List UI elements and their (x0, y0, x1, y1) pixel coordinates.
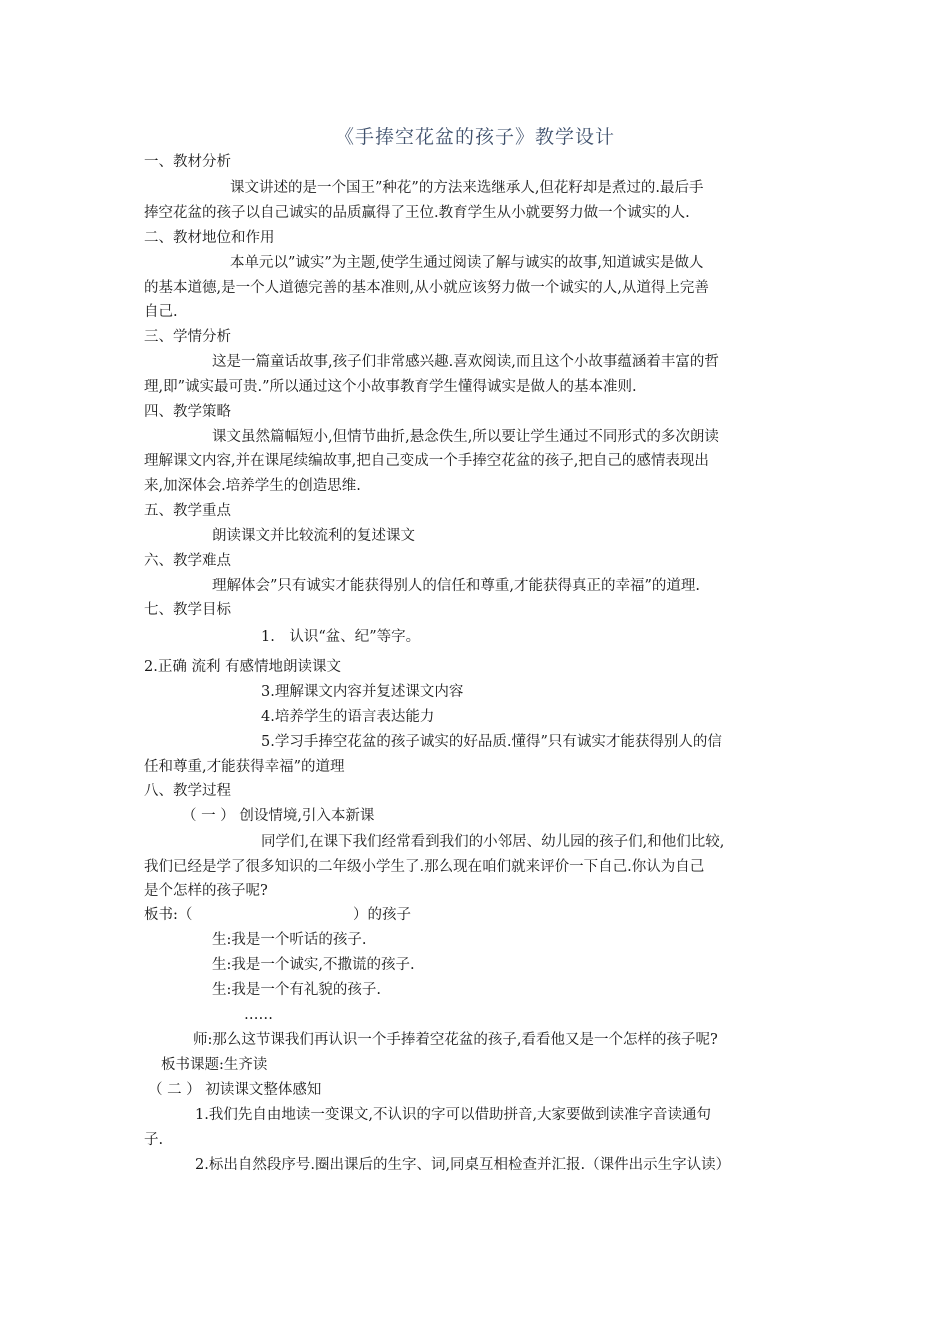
section-heading-3: 三、学情分析 (144, 329, 231, 345)
paragraph-line: 来,加深体会.培养学生的创造思维. (144, 478, 361, 494)
subsection-heading-1: （ 一 ） 创设情境,引入本新课 (182, 808, 375, 824)
paragraph-line: 这是一篇童话故事,孩子们非常感兴趣.喜欢阅读,而且这个小故事蕴涵着丰富的哲 (212, 354, 719, 370)
student-answer: 生:我是一个有礼貌的孩子. (212, 982, 381, 998)
paragraph-line: 朗读课文并比较流利的复述课文 (212, 528, 415, 544)
subsection-heading-2: （ 二 ） 初读课文整体感知 (148, 1082, 322, 1098)
paragraph-line: 自己. (144, 304, 178, 320)
board-title-line: 板书课题:生齐读 (161, 1057, 268, 1073)
paragraph-line: 2.标出自然段序号.圈出课后的生字、词,同桌互相检查并汇报.（课件出示生字认读） (195, 1157, 731, 1173)
paragraph-line: 子. (144, 1132, 164, 1148)
board-note-label: 板书:（ (144, 907, 193, 923)
paragraph-line: 理解体会”只有诚实才能获得别人的信任和尊重,才能获得真正的幸福”的道理. (212, 578, 701, 594)
paragraph-line: 1.我们先自由地读一变课文,不认识的字可以借助拼音,大家要做到读准字音读通句 (195, 1107, 712, 1123)
goal-item: 3.理解课文内容并复述课文内容 (261, 684, 464, 700)
paragraph-line: 课文虽然篇幅短小,但情节曲折,悬念佚生,所以要让学生通过不同形式的多次朗读 (212, 429, 719, 445)
section-heading-1: 一、教材分析 (144, 154, 231, 170)
student-answer: 生:我是一个听话的孩子. (212, 932, 367, 948)
teacher-line: 师:那么这节课我们再认识一个手捧着空花盆的孩子,看看他又是一个怎样的孩子呢? (193, 1032, 718, 1048)
paragraph-line: 课文讲述的是一个国王”种花”的方法来选继承人,但花籽却是煮过的.最后手 (230, 180, 704, 196)
goal-item: 任和尊重,才能获得幸福”的道理 (144, 759, 345, 775)
section-heading-4: 四、教学策略 (144, 404, 231, 420)
section-heading-5: 五、教学重点 (144, 503, 231, 519)
paragraph-line: 理,即”诚实最可贵.”所以通过这个小故事教育学生懂得诚实是做人的基本准则. (144, 379, 637, 395)
paragraph-line: 同学们,在课下我们经常看到我们的小邻居、幼儿园的孩子们,和他们比较, (261, 834, 725, 850)
goal-item: 4.培养学生的语言表达能力 (261, 709, 435, 725)
section-heading-8: 八、教学过程 (144, 783, 231, 799)
student-answer: 生:我是一个诚实,不撒谎的孩子. (212, 957, 415, 973)
section-heading-2: 二、教材地位和作用 (144, 230, 275, 246)
section-heading-6: 六、教学难点 (144, 553, 231, 569)
document-title: 《手捧空花盆的孩子》教学设计 (334, 126, 615, 148)
paragraph-line: 是个怎样的孩子呢? (144, 883, 268, 899)
paragraph-line: 本单元以”诚实”为主题,使学生通过阅读了解与诚实的故事,知道诚实是做人 (230, 255, 704, 271)
paragraph-line: 捧空花盆的孩子以自己诚实的品质赢得了王位.教育学生从小就要努力做一个诚实的人. (144, 205, 690, 221)
section-heading-7: 七、教学目标 (144, 602, 231, 618)
board-note-suffix: ）的孩子 (353, 907, 411, 923)
paragraph-line: 理解课文内容,并在课尾续编故事,把自己变成一个手捧空花盆的孩子,把自己的感情表现出 (144, 453, 709, 469)
goal-item: 1. 认识“盆、纪”等字。 (261, 629, 421, 645)
ellipsis: …… (244, 1007, 273, 1023)
paragraph-line: 我们已经是学了很多知识的二年级小学生了.那么现在咱们就来评价一下自己.你认为自己 (144, 859, 705, 875)
goal-item: 2.正确 流利 有感情地朗读课文 (144, 659, 342, 675)
paragraph-line: 的基本道德,是一个人道德完善的基本准则,从小就应该努力做一个诚实的人,从道得上完善 (144, 280, 709, 296)
goal-item: 5.学习手捧空花盆的孩子诚实的好品质.懂得”只有诚实才能获得别人的信 (261, 734, 722, 750)
